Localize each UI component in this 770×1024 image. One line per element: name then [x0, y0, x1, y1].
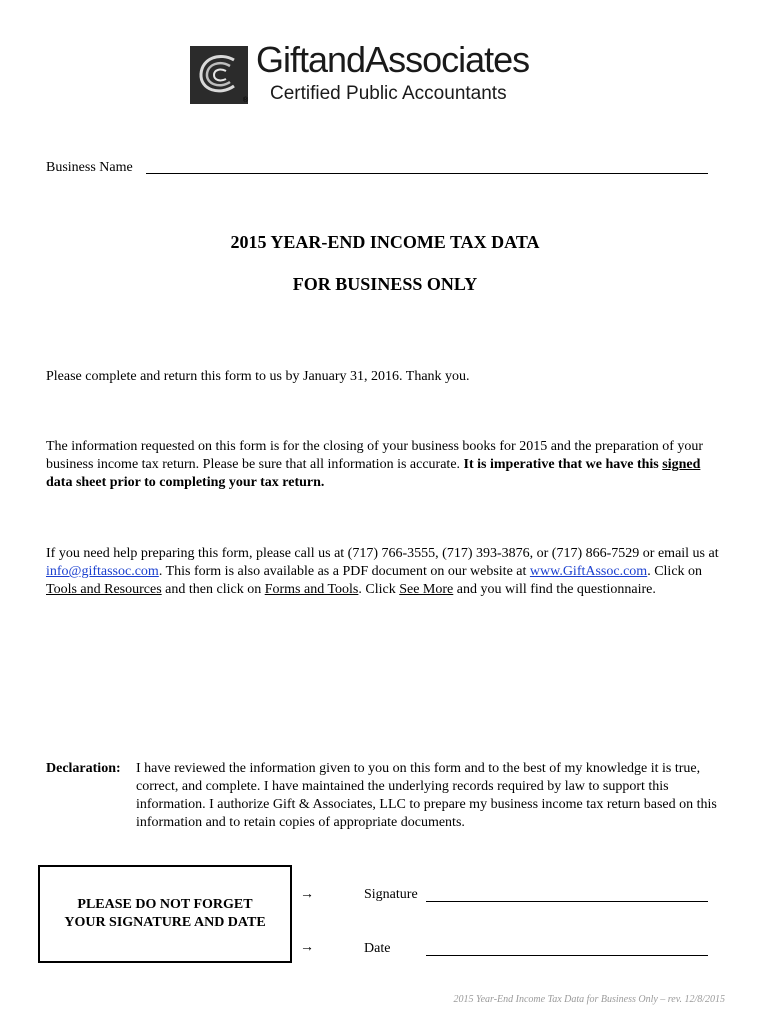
- declaration-text: I have reviewed the information given to you on this form and to the best of my knowledge it is true, correct, and complete. I have maintained the underlying records required by law to support this information. I authorize Gift & Associates, LLC to prepare my business income tax return based on this information and to retain copies of appropriate documents.: [136, 761, 717, 830]
- instructions-paragraph: [46, 438, 726, 492]
- signature-arrow-icon: →: [300, 887, 314, 902]
- tools-resources-link[interactable]: Tools and Resources: [46, 582, 162, 597]
- email-link[interactable]: info@giftassoc.com: [46, 564, 159, 579]
- forms-tools-link[interactable]: Forms and Tools: [264, 582, 359, 597]
- help-text-5: . Click: [358, 582, 400, 597]
- help-text-2: . This form is also available as a PDF document on our website at: [158, 564, 530, 579]
- date-label: Date: [364, 941, 391, 956]
- reminder-line-2: YOUR SIGNATURE AND DATE: [64, 915, 266, 930]
- see-more-link[interactable]: See More: [399, 582, 454, 597]
- signature-field[interactable]: [426, 901, 708, 902]
- date-field[interactable]: [426, 955, 708, 956]
- signature-label: Signature: [364, 887, 418, 902]
- business-name-field[interactable]: [146, 173, 708, 174]
- return-deadline-text: Please complete and return this form to us by January 31, 2016. Thank you.: [46, 369, 470, 384]
- help-text-3: . Click on: [647, 564, 703, 579]
- footer-revision: 2015 Year-End Income Tax Data for Business Only – rev. 12/8/2015: [453, 994, 725, 1005]
- company-logo-icon: [190, 46, 248, 104]
- help-text-4: and then click on: [161, 582, 265, 597]
- form-title: 2015 YEAR-END INCOME TAX DATA: [230, 232, 540, 252]
- declaration-label: Declaration:: [46, 761, 121, 776]
- imperative-text: It is imperative that we have this: [463, 457, 663, 472]
- help-text: If you need help preparing this form, please call us at (717) 766-3555, (717) 393-3876, or (717) 866-7529 or email us at: [46, 546, 719, 561]
- help-paragraph: [46, 545, 726, 599]
- website-link[interactable]: www.GiftAssoc.com: [529, 564, 648, 579]
- signed-emphasis: signed: [662, 457, 701, 472]
- form-subtitle: FOR BUSINESS ONLY: [292, 274, 478, 294]
- company-tagline: Certified Public Accountants: [270, 83, 507, 104]
- instructions-text: The information requested on this form is for the closing of your business books for 2015 and the preparation of your business income tax return. Please be sure that all information is accurate.: [46, 439, 704, 472]
- imperative-text-end: data sheet prior to completing your tax return.: [46, 475, 325, 490]
- help-text-6: and you will find the questionnaire.: [453, 582, 656, 597]
- date-arrow-icon: →: [300, 940, 314, 955]
- registered-mark: ®: [243, 97, 249, 104]
- company-name: GiftandAssociates: [256, 39, 530, 80]
- signature-reminder-box: [38, 865, 292, 963]
- business-name-label: Business Name: [46, 160, 133, 175]
- reminder-line-1: PLEASE DO NOT FORGET: [77, 897, 253, 912]
